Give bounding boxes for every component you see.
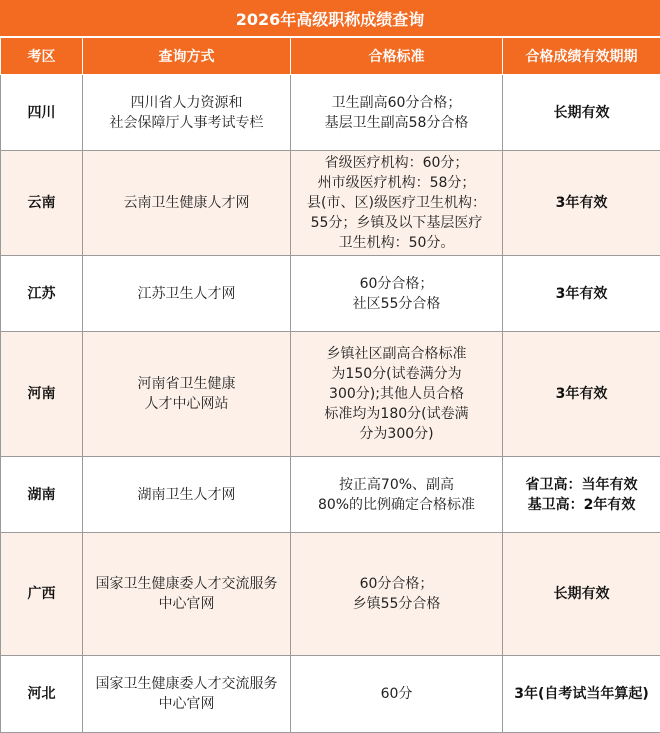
region-cell: 湖南 bbox=[1, 457, 83, 533]
score-table bbox=[0, 37, 660, 733]
region-cell: 云南 bbox=[1, 151, 83, 256]
validity-cell: 3年(自考试当年算起) bbox=[503, 656, 660, 733]
method-cell: 云南卫生健康人才网 bbox=[83, 151, 291, 256]
header-validity: 合格成绩有效期期 bbox=[503, 38, 660, 75]
region-cell: 河南 bbox=[1, 332, 83, 457]
table-row bbox=[1, 256, 660, 332]
table-row bbox=[1, 533, 660, 656]
table-row bbox=[1, 457, 660, 533]
header-method: 查询方式 bbox=[83, 38, 291, 75]
standard-cell: 按正高70%、副高 80%的比例确定合格标准 bbox=[291, 457, 503, 533]
validity-cell: 3年有效 bbox=[503, 256, 660, 332]
standard-cell: 60分合格； 乡镇55分合格 bbox=[291, 533, 503, 656]
validity-cell: 省卫高：当年有效 基卫高：2年有效 bbox=[503, 457, 660, 533]
method-cell: 河南省卫生健康 人才中心网站 bbox=[83, 332, 291, 457]
standard-cell: 卫生副高60分合格； 基层卫生副高58分合格 bbox=[291, 75, 503, 151]
method-cell: 国家卫生健康委人才交流服务 中心官网 bbox=[83, 533, 291, 656]
standard-cell: 乡镇社区副高合格标准 为150分(试卷满分为 300分);其他人员合格 标准均为180分(试卷满 分为300分) bbox=[291, 332, 503, 457]
standard-cell: 60分 bbox=[291, 656, 503, 733]
table-row bbox=[1, 75, 660, 151]
table-title: 2026年高级职称成绩查询 bbox=[0, 0, 660, 37]
region-cell: 江苏 bbox=[1, 256, 83, 332]
method-cell: 四川省人力资源和 社会保障厅人事考试专栏 bbox=[83, 75, 291, 151]
header-row bbox=[1, 38, 660, 75]
header-region: 考区 bbox=[1, 38, 83, 75]
table-row bbox=[1, 151, 660, 256]
standard-cell: 60分合格； 社区55分合格 bbox=[291, 256, 503, 332]
method-cell: 国家卫生健康委人才交流服务 中心官网 bbox=[83, 656, 291, 733]
method-cell: 湖南卫生人才网 bbox=[83, 457, 291, 533]
validity-cell: 长期有效 bbox=[503, 75, 660, 151]
validity-cell: 3年有效 bbox=[503, 332, 660, 457]
region-cell: 河北 bbox=[1, 656, 83, 733]
standard-cell: 省级医疗机构：60分； 州市级医疗机构：58分； 县(市、区)级医疗卫生机构： 55分；乡镇及以下基层医疗 卫生机构：50分。 bbox=[291, 151, 503, 256]
region-cell: 四川 bbox=[1, 75, 83, 151]
validity-cell: 长期有效 bbox=[503, 533, 660, 656]
method-cell: 江苏卫生人才网 bbox=[83, 256, 291, 332]
validity-cell: 3年有效 bbox=[503, 151, 660, 256]
header-standard: 合格标准 bbox=[291, 38, 503, 75]
table-row bbox=[1, 656, 660, 733]
region-cell: 广西 bbox=[1, 533, 83, 656]
table-row bbox=[1, 332, 660, 457]
